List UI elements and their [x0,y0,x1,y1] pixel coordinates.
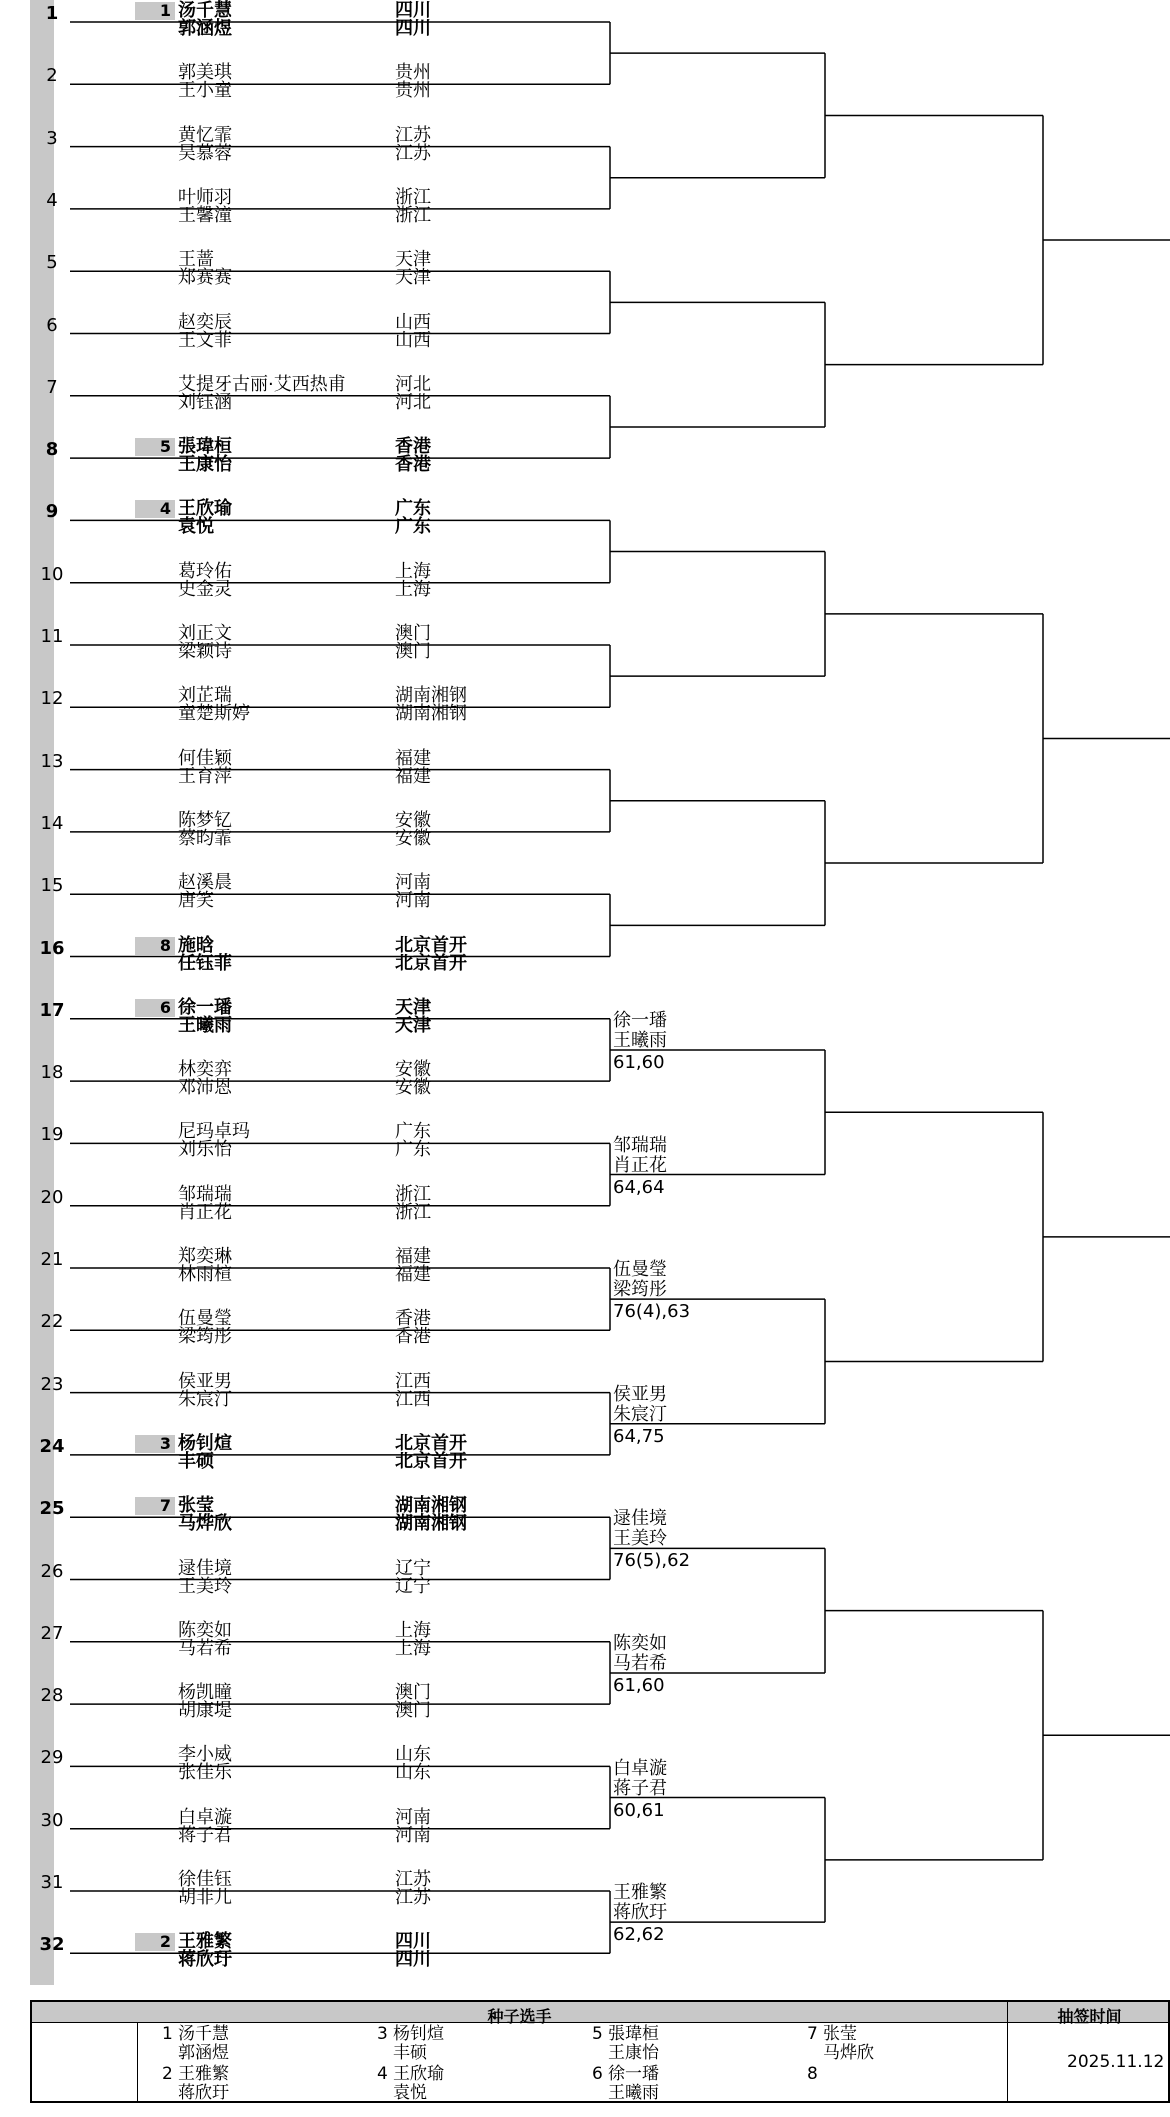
draw-position-number: 17 [39,999,65,1021]
player-name: 徐佳钰 [178,1869,232,1890]
player-name: 袁悦 [178,516,214,538]
player-name: 张莹 [178,1495,214,1517]
result-winner-name: 白卓漩 [613,1757,667,1779]
player-name: 王雅繁 [178,1931,232,1953]
player-name: 杨凯瞳 [178,1682,232,1704]
draw-position-number: 9 [45,501,59,523]
player-association: 河南 [395,1824,431,1846]
result-score: 62,62 [613,1924,665,1946]
player-association: 上海 [395,1619,431,1641]
player-association: 澳门 [395,1682,431,1704]
draw-position-number: 19 [40,1124,64,1146]
player-name: 王文菲 [178,329,232,351]
player-name: 张佳乐 [178,1762,232,1784]
player-name: 吴慕蓉 [178,142,232,164]
draw-position-number: 13 [40,750,64,772]
player-association: 山西 [395,311,431,333]
player-association: 辽宁 [395,1557,431,1579]
seed-number: 5 [592,2024,603,2044]
player-association: 北京首开 [395,934,467,956]
draw-position-number: 24 [39,1435,65,1457]
player-association: 广东 [395,498,431,520]
player-association: 贵州 [395,80,431,102]
player-association: 四川 [395,1949,431,1971]
player-association: 北京首开 [395,952,467,974]
player-association: 山东 [395,1744,431,1766]
result-winner-name: 逯佳境 [613,1508,667,1530]
player-association: 江苏 [395,124,431,146]
player-name: 叶师羽 [178,186,232,208]
result-winner-name: 王雅繁 [613,1882,667,1904]
draw-position-number: 15 [40,875,64,897]
seed-player-name: 汤千慧 [178,2024,229,2044]
player-name: 逯佳境 [178,1557,232,1579]
player-name: 艾提牙古丽·艾西热甫 [178,373,346,395]
player-association: 四川 [395,18,431,39]
seed-badge: 4 [135,500,175,518]
player-name: 尼玛卓玛 [178,1121,250,1143]
result-score: 64,64 [613,1176,665,1198]
player-name: 郑奕琳 [178,1246,232,1267]
seed-number: 1 [162,2024,173,2044]
player-association: 湖南湘钢 [395,703,467,725]
seed-badge: 3 [135,1435,175,1453]
player-name: 伍曼瑩 [178,1308,232,1330]
player-association: 澳门 [395,623,431,644]
draw-position-number: 25 [39,1498,65,1520]
player-association: 香港 [395,1308,431,1330]
player-name: 施晗 [178,934,214,956]
result-winner-name: 蒋子君 [613,1777,667,1799]
draw-position-number: 30 [40,1809,64,1831]
player-name: 林雨楦 [178,1264,232,1285]
player-association: 江西 [395,1370,431,1392]
player-association: 澳门 [395,1700,431,1722]
player-name: 梁颖诗 [178,641,232,662]
draw-position-number: 1 [45,3,59,24]
player-name: 蒋子君 [178,1824,232,1846]
player-name: 唐笑 [178,890,214,912]
player-name: 刘乐怡 [178,1139,232,1161]
player-association: 江西 [395,1388,431,1410]
player-name: 丰硕 [178,1450,214,1472]
player-association: 浙江 [395,186,431,208]
player-name: 史金灵 [178,578,232,600]
seed-player-name: 张莹 [823,2024,857,2044]
seed-badge: 8 [135,937,175,955]
result-winner-name: 徐一璠 [613,1009,667,1031]
player-association: 四川 [395,0,431,21]
player-association: 安徽 [395,827,431,849]
seed-number: 6 [592,2064,603,2084]
player-association: 澳门 [395,641,431,662]
draw-position-number: 3 [46,127,58,149]
player-name: 马若希 [178,1637,232,1659]
player-association: 湖南湘钢 [395,1513,467,1535]
player-association: 河北 [395,373,431,395]
player-association: 浙江 [395,1183,431,1205]
player-association: 香港 [395,436,431,458]
player-name: 王育萍 [178,765,232,787]
player-name: 葛玲佑 [178,560,232,582]
player-name: 李小威 [178,1744,232,1766]
player-association: 福建 [395,747,431,769]
result-score: 61,60 [613,1674,665,1696]
player-name: 蒋欣玗 [178,1949,232,1971]
player-association: 浙江 [395,1201,431,1223]
player-name: 張瑋桓 [178,436,232,458]
player-name: 杨钊煊 [178,1432,232,1454]
player-name: 王欣瑜 [178,498,232,520]
player-association: 辽宁 [395,1575,431,1597]
player-association: 广东 [395,516,431,538]
result-score: 76(5),62 [613,1550,691,1572]
seed-player-name: 郭涵煜 [178,2043,229,2063]
seeds-legend [30,2000,1170,2103]
seed-player-name: 马烨欣 [823,2043,874,2063]
draw-position-number: 29 [40,1747,64,1769]
result-score: 60,61 [613,1799,665,1821]
result-winner-name: 蒋欣玗 [613,1902,667,1924]
seed-player-name: 王雅繁 [178,2064,229,2084]
player-association: 天津 [395,267,431,289]
seed-player-name: 徐一璠 [608,2064,659,2084]
player-association: 福建 [395,765,431,787]
player-association: 河南 [395,872,431,894]
player-association: 天津 [395,249,431,271]
player-name: 任钰菲 [178,952,232,974]
player-association: 香港 [395,1326,431,1348]
player-association: 上海 [395,578,431,600]
player-name: 刘芷瑞 [178,685,232,707]
draw-time-value: 2025.11.12 [1067,2052,1165,2072]
player-association: 广东 [395,1121,431,1143]
draw-position-number: 10 [40,563,64,585]
legend-divider-left [137,2022,138,2103]
draw-position-number: 7 [46,376,58,398]
player-name: 王康怡 [178,454,232,476]
draw-position-number: 26 [40,1560,64,1582]
seeds-title: 种子选手 [487,2007,552,2026]
player-association: 上海 [395,560,431,582]
seed-badge: 2 [135,1933,175,1951]
draw-position-number: 12 [40,688,64,710]
player-name: 何佳颖 [178,747,232,769]
player-association: 安徽 [395,1059,431,1081]
seed-badge: 1 [135,2,175,20]
player-association: 福建 [395,1246,431,1267]
seed-number: 2 [162,2064,173,2084]
draw-position-number: 32 [39,1934,65,1956]
draw-position-number: 5 [46,252,58,274]
player-name: 王美玲 [178,1575,232,1597]
draw-position-number: 11 [40,626,64,647]
draw-position-number: 16 [39,937,65,959]
seed-number: 3 [377,2024,388,2044]
player-association: 河南 [395,890,431,912]
player-name: 徐一璠 [178,996,232,1018]
player-association: 河南 [395,1806,431,1828]
draw-position-number: 28 [40,1685,64,1707]
draw-position-number: 6 [46,314,58,336]
player-name: 马烨欣 [178,1513,232,1535]
player-name: 王小童 [178,80,232,102]
player-name: 陈梦钇 [178,809,232,831]
player-association: 河北 [395,391,431,413]
seed-badge: 6 [135,999,175,1017]
seed-player-name: 丰硕 [393,2043,427,2063]
result-winner-name: 肖正花 [613,1154,667,1176]
draw-time-title: 抽签时间 [1057,2007,1122,2026]
player-name: 郑赛赛 [178,267,232,289]
seed-number: 8 [807,2064,818,2084]
seed-badge: 5 [135,438,175,456]
player-association: 安徽 [395,809,431,831]
seed-player-name: 袁悦 [393,2083,427,2103]
draw-position-number: 21 [40,1249,64,1270]
result-score: 61,60 [613,1051,665,1073]
player-name: 刘正文 [178,623,232,644]
player-association: 江苏 [395,1887,431,1908]
player-association: 广东 [395,1139,431,1161]
player-name: 胡非儿 [178,1887,232,1908]
seed-player-name: 蒋欣玗 [178,2083,229,2103]
player-name: 童楚斯婷 [178,703,250,725]
result-winner-name: 马若希 [613,1652,667,1674]
player-association: 山东 [395,1762,431,1784]
draw-position-number: 31 [40,1872,64,1893]
result-score: 64,75 [613,1425,665,1447]
legend-divider-right [1007,2002,1008,2103]
player-association: 北京首开 [395,1450,467,1472]
player-name: 邹瑞瑞 [178,1183,232,1205]
seed-player-name: 王康怡 [608,2043,659,2063]
player-name: 林奕弈 [178,1059,232,1081]
seed-number: 4 [377,2064,388,2084]
seed-player-name: 王欣瑜 [393,2064,444,2084]
player-association: 贵州 [395,62,431,84]
player-name: 黄忆霏 [178,124,232,146]
player-name: 胡康堤 [178,1700,232,1722]
result-winner-name: 王曦雨 [613,1029,667,1051]
player-name: 郭涵煜 [178,18,232,39]
player-association: 北京首开 [395,1432,467,1454]
draw-position-number: 8 [45,439,59,461]
result-winner-name: 王美玲 [613,1528,667,1550]
draw-position-number: 14 [40,812,64,834]
draw-position-number: 18 [40,1062,64,1084]
player-name: 陈奕如 [178,1619,232,1641]
player-association: 江苏 [395,142,431,164]
player-name: 王蔷 [178,249,214,271]
result-winner-name: 侯亚男 [613,1383,667,1405]
player-name: 侯亚男 [178,1370,232,1392]
player-name: 肖正花 [178,1201,232,1223]
player-name: 郭美琪 [178,62,232,84]
player-name: 朱宸汀 [178,1388,232,1410]
player-name: 王曦雨 [178,1014,232,1036]
player-association: 天津 [395,1014,431,1036]
result-score: 76(4),63 [613,1301,691,1323]
draw-position-number: 27 [40,1622,64,1644]
player-name: 蔡昀霏 [178,827,232,849]
seed-player-name: 張瑋桓 [608,2024,659,2044]
seed-player-name: 王曦雨 [608,2083,659,2103]
player-association: 天津 [395,996,431,1018]
player-name: 邓沛恩 [178,1077,232,1099]
result-winner-name: 伍曼瑩 [613,1259,667,1281]
draw-position-number: 20 [40,1186,64,1208]
player-association: 江苏 [395,1869,431,1890]
player-name: 白卓漩 [178,1806,232,1828]
player-name: 赵溪晨 [178,872,232,894]
player-association: 安徽 [395,1077,431,1099]
draw-position-number: 22 [40,1311,64,1333]
seed-badge: 7 [135,1497,175,1515]
seed-player-name: 杨钊煊 [393,2024,444,2044]
player-name: 刘钰涵 [178,391,232,413]
result-winner-name: 梁筠彤 [613,1279,667,1301]
player-association: 福建 [395,1264,431,1285]
result-winner-name: 邹瑞瑞 [613,1134,667,1156]
seed-number: 7 [807,2024,818,2044]
draw-position-number: 2 [46,65,58,87]
player-association: 湖南湘钢 [395,1495,467,1517]
result-winner-name: 陈奕如 [613,1632,667,1654]
player-association: 上海 [395,1637,431,1659]
draw-position-number: 4 [46,189,58,211]
player-name: 王馨潼 [178,204,232,226]
draw-position-number: 23 [40,1373,64,1395]
player-association: 浙江 [395,204,431,226]
player-association: 湖南湘钢 [395,685,467,707]
player-name: 梁筠彤 [178,1326,232,1348]
player-association: 山西 [395,329,431,351]
player-association: 四川 [395,1931,431,1953]
result-winner-name: 朱宸汀 [613,1403,667,1425]
player-name: 汤千慧 [178,0,232,21]
player-association: 香港 [395,454,431,476]
player-name: 赵奕辰 [178,311,232,333]
